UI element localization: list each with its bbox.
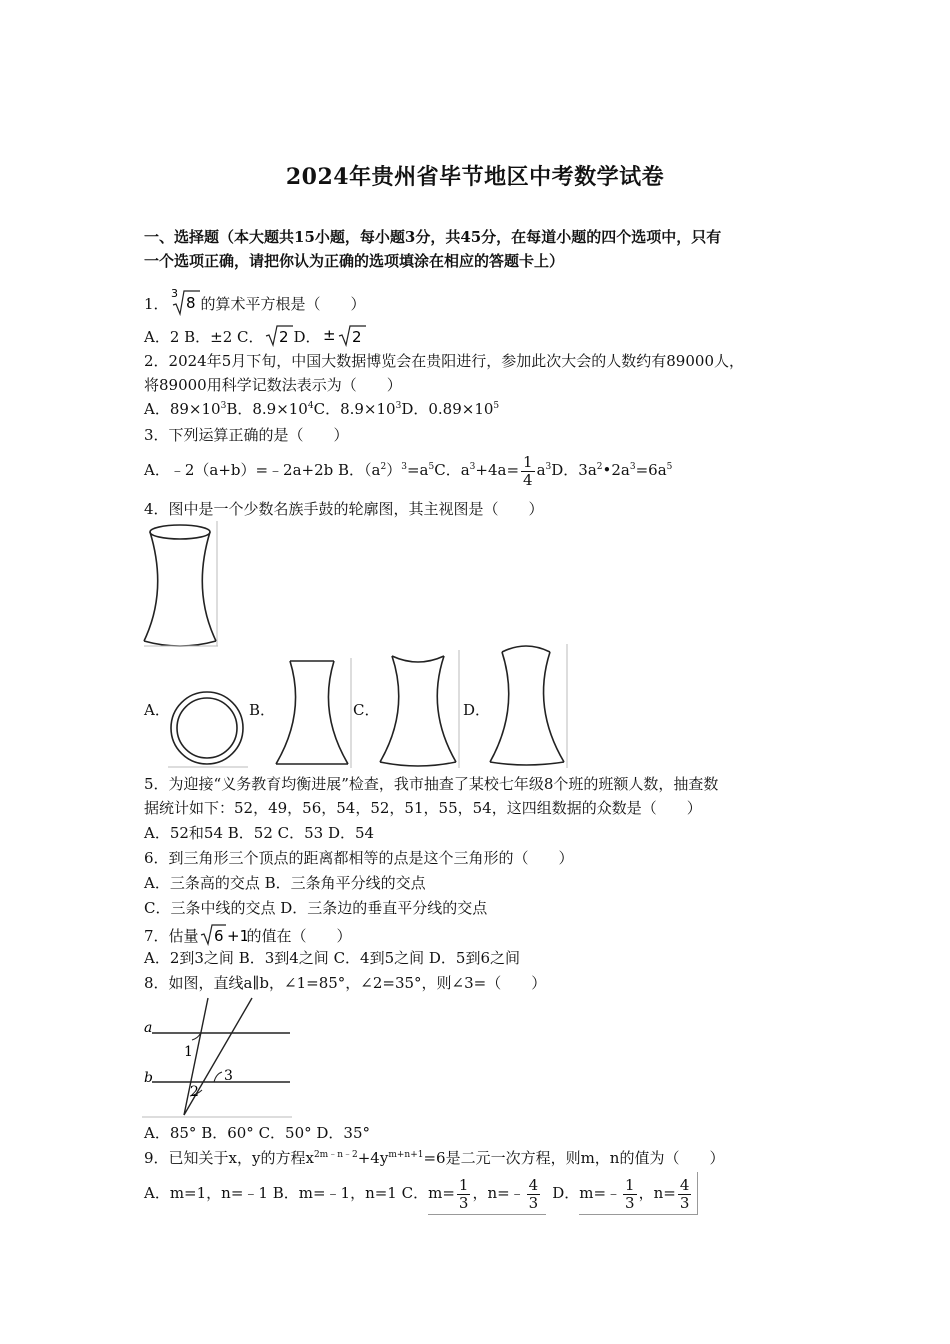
question-6-stem: 6．到三角形三个顶点的距离都相等的点是这个三角形的（ ） [144,849,574,867]
q9-exp1: 2m﹣n﹣2 [313,1150,358,1160]
q2-c: C．8.9×10 [313,400,396,418]
fraction-one-quarter [521,454,535,489]
frac-den: 4 [523,470,533,489]
q1-options-abc: A．2 B．±2 C． [144,328,264,346]
q3-exp: 3 [401,462,407,472]
q9-d-n: ，n= [638,1184,676,1202]
q3-b-rest: =a [406,461,429,479]
q1-text: 的算术平方根是（ ） [200,295,366,313]
page-title: 2024年贵州省毕节地区中考数学试卷 [285,164,665,190]
q9-c-n-frac [527,1177,541,1212]
q3-c-mid: +4a= [475,461,520,479]
q9-c-m: m= [428,1184,455,1202]
q4-option-d-label: D． [463,701,491,719]
option-d-arched-shape [486,644,568,768]
question-7-options: A．2到3之间 B．3到4之间 C．4到5之间 D．5到6之间 [144,949,521,967]
q7-plus-one: +1 [226,927,247,945]
q2-a: A．89×10 [144,400,221,418]
q9-options-abc: A．m=1，n=﹣1 B．m=﹣1，n=1 C． [144,1184,429,1202]
q9-option-d-formula [579,1172,698,1215]
q7-radicand: 6 [213,927,224,945]
frac-num: 1 [625,1175,635,1194]
question-6-options-1: A．三条高的交点 B．三条角平分线的交点 [144,874,426,892]
q4-option-c-label: C． [353,701,380,719]
question-3-options [144,450,672,490]
frac-num: 4 [679,1175,690,1194]
q9-option-d: D． [552,1184,580,1202]
question-8-stem: 8．如图，直线a∥b，∠1=85°，∠2=35°，则∠3=（ ） [144,974,547,992]
line-a-label: a [144,1020,153,1036]
question-2-line2: 将89000用科学记数法表示为（ ） [144,376,402,394]
q3-ab: A．﹣2（a+b）=﹣2a+2b B．（a [144,461,381,479]
q3-exp: 3 [469,462,476,472]
q3-d-end: =6a [635,461,667,479]
q2-c-exp: 3 [395,401,402,411]
q9-d-n-frac [678,1177,692,1212]
frac-num: 1 [523,452,533,471]
q2-d-exp: 5 [493,401,500,411]
q3-d: D．3a [551,461,597,479]
q9-mid: +4y [357,1149,389,1167]
angle-2-label: 2 [190,1084,199,1100]
q3-exp: 2 [596,462,603,472]
q3-exp: 3 [629,462,636,472]
q9-c-m-frac [457,1177,471,1212]
q2-b: B．8.9×10 [226,400,308,418]
q9-option-c-formula [428,1172,546,1215]
question-9-stem [144,1147,724,1169]
option-a-concentric-circles [168,690,248,768]
question-2-options [144,398,499,420]
option-b-waisted-shape [272,658,352,768]
sqrt-2-c [264,323,294,353]
sqrt-arg-c: 2 [278,328,289,346]
q9-exp2: m+n+1 [388,1150,424,1160]
q4-option-a-label: A． [144,701,170,719]
q9-c-n: ，n=﹣ [472,1184,525,1202]
q3-exp: 5 [428,462,435,472]
hand-drum-outline-figure [142,521,218,647]
frac-den: 3 [458,1193,469,1212]
q4-option-b-label: B． [249,701,276,719]
q1-option-d: D． [293,328,321,346]
q3-c-start: C．a [434,461,470,479]
question-8-options: A．85° B．60° C．50° D．35° [144,1124,371,1142]
question-4-stem: 4．图中是一个少数名族手鼓的轮廓图，其主视图是（ ） [144,500,544,518]
question-1-options [144,323,369,353]
section-heading-line2: 一个选项正确，请把你认为正确的选项填涂在相应的答题卡上） [144,252,565,270]
q2-d: D．0.89×10 [401,400,494,418]
question-3-stem: 3．下列运算正确的是（ ） [144,426,349,444]
q9-pre: 9．已知关于x，y的方程x [144,1149,314,1167]
question-5-line2: 据统计如下：52，49，56，54，52，51，55，54，这四组数据的众数是（ ） [144,799,702,817]
angle-1-label: 1 [184,1044,193,1060]
q2-b-exp: 4 [307,401,314,411]
parallel-lines-figure [142,996,292,1118]
q3-exp: 3 [545,462,552,472]
q3-c-end: a [536,461,546,479]
cube-root-8 [169,287,201,323]
q7-post: 的值在（ ） [246,927,352,945]
q3-exp: 2 [380,462,387,472]
q3-b-mid: ） [386,461,402,479]
pm-sqrt-2-d [321,323,369,353]
angle-3-label: 3 [224,1068,233,1084]
frac-den: 3 [679,1193,690,1212]
radicand: 8 [185,294,196,312]
q7-pre: 7．估量 [144,927,199,945]
frac-num: 4 [528,1175,539,1194]
q9-d-m-frac [623,1177,637,1212]
frac-den: 3 [625,1193,635,1212]
question-6-options-2: C．三条中线的交点 D．三条边的垂直平分线的交点 [144,899,488,917]
pm-sign: ± [322,326,336,344]
q9-d-m: m=﹣ [579,1184,622,1202]
q2-a-exp: 3 [220,401,227,411]
sqrt-arg-d: 2 [351,328,362,346]
option-c-curved-top-shape [376,650,460,768]
question-9-options [144,1172,698,1215]
section-heading-line1: 一、选择题（本大题共15小题，每小题3分，共45分，在每道小题的四个选项中，只有 [144,228,722,246]
question-2-line1: 2．2024年5月下旬，中国大数据博览会在贵阳进行，参加此次大会的人数约有89000人， [144,352,744,370]
question-5-options: A．52和54 B．52 C．53 D．54 [144,824,375,842]
root-index: 3 [170,287,178,300]
question-1-stem [144,287,366,323]
line-b-label: b [144,1070,153,1086]
frac-num: 1 [458,1175,469,1194]
frac-den: 3 [528,1193,539,1212]
q1-number: 1． [144,295,169,313]
q9-post: =6是二元一次方程，则m，n的值为（ ） [423,1149,725,1167]
question-5-line1: 5．为迎接“义务教育均衡进展”检查，我市抽查了某校七年级8个班的班额人数，抽查数 [144,775,719,793]
q3-exp: 5 [666,462,673,472]
q3-d-mid: •2a [602,461,630,479]
